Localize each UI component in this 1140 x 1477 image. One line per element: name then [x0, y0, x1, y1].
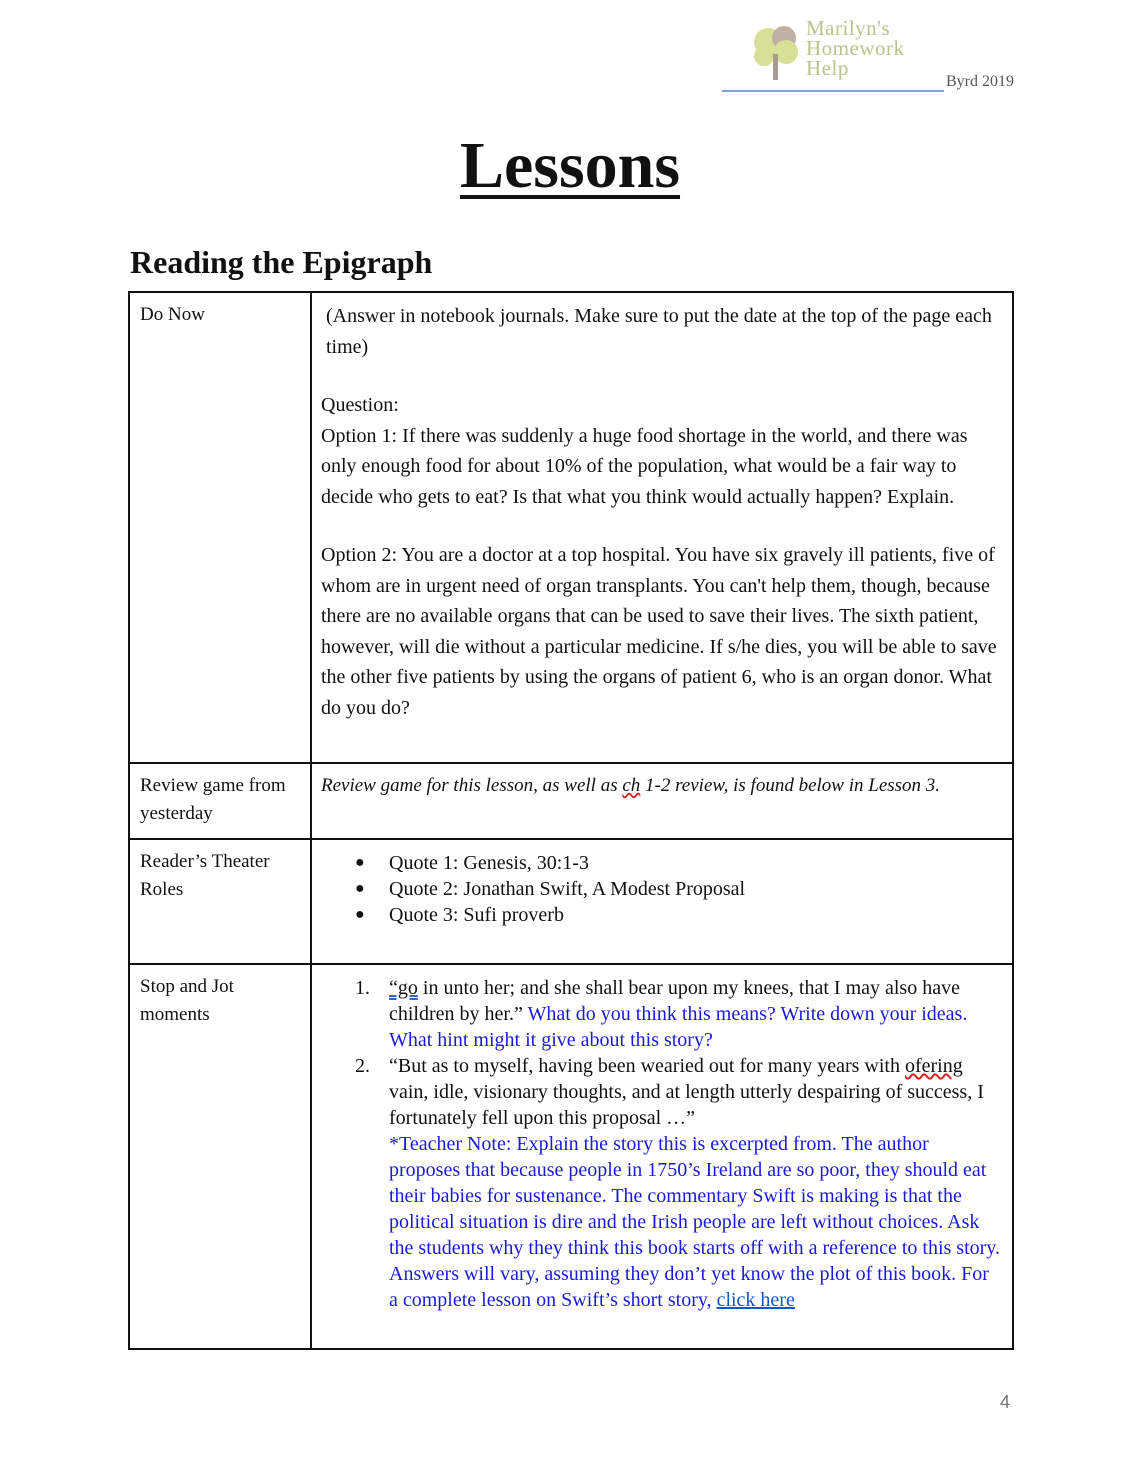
logo-line: Marilyn's: [806, 16, 891, 40]
row-label: Reader’s Theater Roles: [129, 839, 311, 964]
instructions: (Answer in notebook journals. Make sure to put the date at the top of the page each time): [326, 305, 992, 358]
theater-content: [311, 839, 1013, 964]
list-item: ● Quote 1: Genesis, 30:1-3: [389, 850, 1002, 876]
option-1: Option 1: If there was suddenly a huge food shortage in the world, and there was only enough food for about 10% of the population, what would be a fair way to decide who gets to eat? Is that what you think would actually happen? Explain.: [321, 424, 968, 508]
table-row: [129, 964, 1013, 1349]
review-text: Review game for this lesson, as well as: [321, 775, 623, 796]
question-label: Question:: [321, 394, 399, 416]
do-now-content: [311, 292, 1013, 763]
quote: “But as to myself, having been wearied out for many years with: [389, 1055, 905, 1077]
list-item: [355, 1053, 1002, 1313]
row-label: Review game from yesterday: [129, 763, 311, 839]
section-title: Reading the Epigraph: [130, 244, 433, 280]
header-rule: [722, 90, 944, 92]
click-here-link[interactable]: click here: [716, 1289, 795, 1311]
spellcheck-word: ch: [622, 775, 641, 796]
stop-jot-content: [311, 964, 1013, 1349]
review-text: 1-2 review, is found below in Lesson 3.: [640, 775, 941, 796]
table-row: [129, 839, 1013, 964]
stop-jot-list: [321, 975, 1002, 1313]
quote-list: [321, 850, 1002, 928]
table-row: [129, 763, 1013, 839]
list-item: ● Quote 3: Sufi proverb: [389, 902, 1002, 928]
list-item: [355, 975, 1002, 1053]
logo-line: Help: [806, 56, 849, 80]
table-row: [129, 292, 1013, 763]
page-title: Lessons: [459, 129, 681, 202]
item-number: 1.: [355, 977, 370, 999]
row-label: Do Now: [129, 292, 311, 763]
logo-line: Homework: [806, 36, 905, 60]
quote: in unto her; and she shall bear upon my knees, that I may also have children by her.”: [389, 977, 960, 1025]
page-number: 4: [1000, 1392, 1011, 1412]
quote: vain, idle, visionary thoughts, and at length utterly despairing of success, I fortunately fell upon this proposal …”: [389, 1081, 984, 1129]
teacher-note: *Teacher Note: Explain the story this is excerpted from. The author proposes that because people in 1750’s Ireland are so poor, they should eat their babies for sustenance. The commentary Swift is making is that the political situation is dire and the Irish people are left without choices. Ask the students why they think this book starts off with a reference to this story. Answers will vary, assuming they don’t yet know the plot of this book. For a complete lesson on Swift’s short story,: [389, 1133, 1001, 1311]
row-label: Stop and Jot moments: [129, 964, 311, 1349]
logo: [750, 18, 950, 88]
author-year: Byrd 2019: [946, 73, 1014, 90]
list-item: ● Quote 2: Jonathan Swift, A Modest Proposal: [389, 876, 1002, 902]
review-content: [311, 763, 1013, 839]
tree-logo-icon: [750, 22, 802, 82]
lesson-table: [128, 291, 1014, 1350]
spellcheck-word: ofering: [904, 1055, 963, 1077]
prompt: What do you think this means? Write down your ideas. What hint might it give about this story?: [389, 1003, 968, 1051]
grammar-word: “go: [389, 977, 418, 999]
item-number: 2.: [355, 1055, 370, 1077]
option-2: Option 2: You are a doctor at a top hospital. You have six gravely ill patients, five of whom are in urgent need of organ transplants. You can't help them, though, because there are no available organs that can be used to save their lives. The sixth patient, however, will die without a particular medicine. If s/he dies, you will be able to save the other five patients by using the organs of patient 6, who is an organ donor. What do you do?: [321, 544, 997, 719]
